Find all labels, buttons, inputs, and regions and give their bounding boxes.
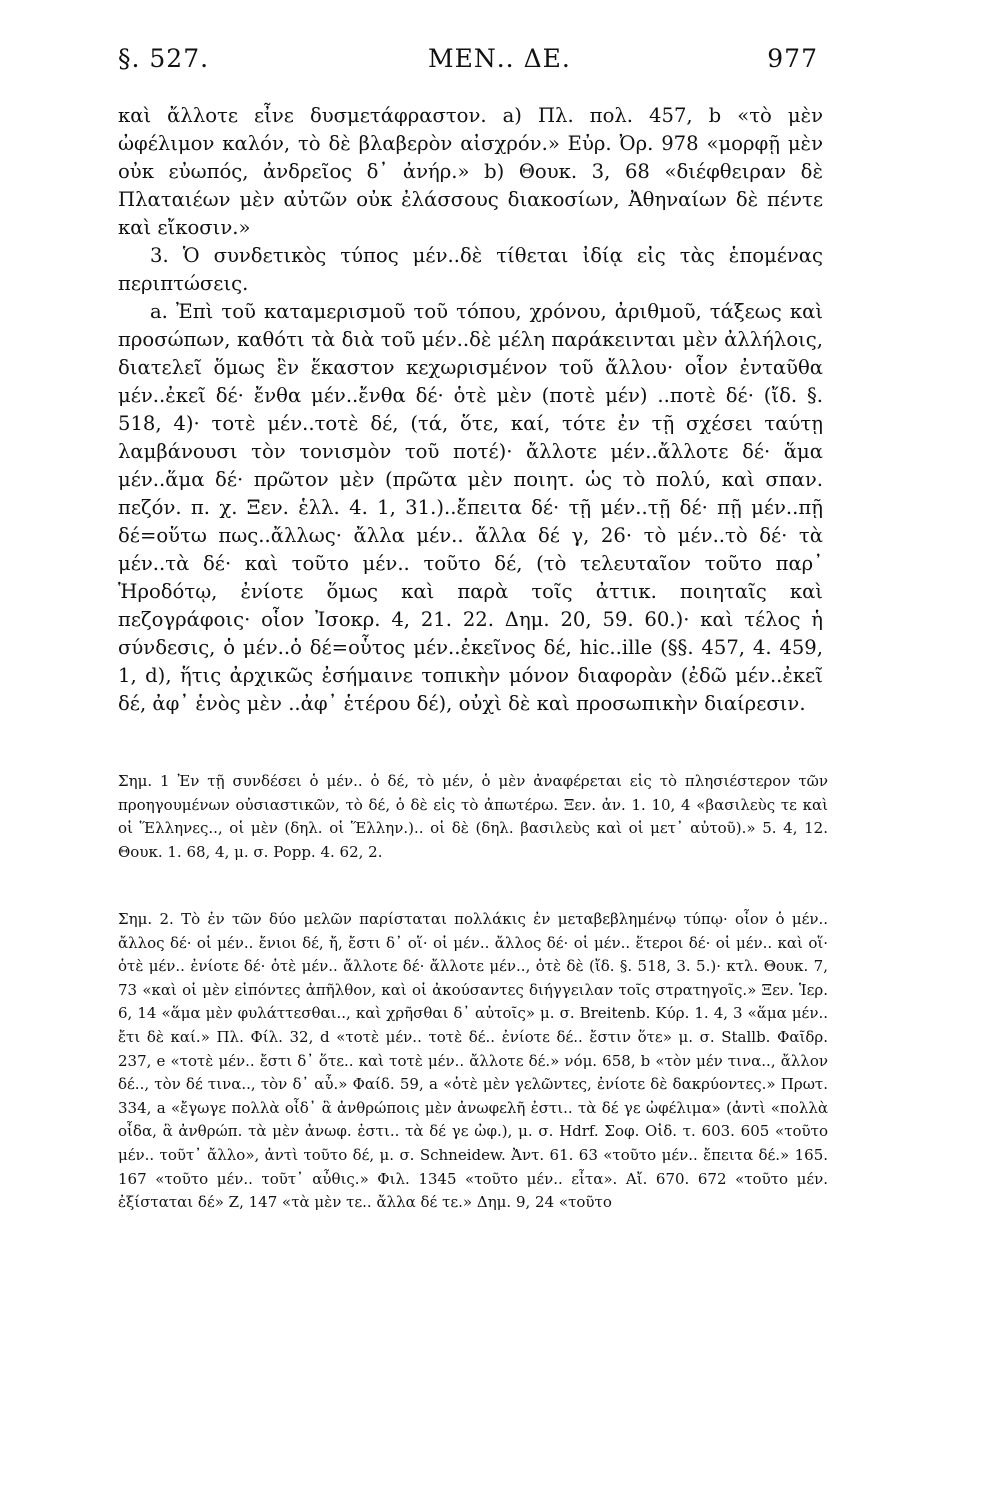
main-text xyxy=(118,102,823,718)
note-text: Σημ. 1 Ἐν τῇ συνδέσει ὁ μέν.. ὁ δέ, τὸ μέν, ὁ μὲν ἀναφέρεται εἰς τὸ πλησιέστερον τῶν προηγουμένων οὐσιαστικῶν, τὸ δέ, ὁ δὲ εἰς τὸ ἀπωτέρω. Ξεν. ἀν. 1. 10, 4 «βασιλεὺς τε καὶ οἱ Ἕλληνες.., οἱ μὲν (δηλ. οἱ Ἕλλην.).. οἱ δὲ (δηλ. βασιλεὺς καὶ οἱ μετ᾽ αὐτοῦ).» 5. 4, 12. Θουκ. 1. 68, 4, μ. σ. Popp. 4. 62, 2. xyxy=(118,772,828,861)
section-number: §. 527. xyxy=(118,44,210,73)
paragraph: a. Ἐπὶ τοῦ καταμερισμοῦ τοῦ τόπου, χρόνου, ἀριθμοῦ, τάξεως καὶ προσώπων, καθότι τὰ διὰ τοῦ μέν..δὲ μέλη παράκεινται μὲν ἀλλήλοις, διατελεῖ ὅμως ἓν ἕκαστον κεχωρισμένον τοῦ ἄλλου· οἷον ἐνταῦθα μέν..ἐκεῖ δέ· ἔνθα μέν..ἔνθα δέ· ὁτὲ μὲν (ποτὲ μέν) ..ποτὲ δέ· (ἴδ. §. 518, 4)· τοτὲ μέν..τοτὲ δέ, (τά, ὅτε, καί, τότε ἐν τῇ σχέσει ταύτῃ λαμβάνουσι τὸν τονισμὸν τοῦ ποτέ)· ἄλλοτε μέν..ἄλλοτε δέ· ἅμα μέν..ἅμα δέ· πρῶτον μὲν (πρῶτα μὲν ποιητ. ὡς τὸ πολύ, καὶ σπαν. πεζόν. π. χ. Ξεν. ἑλλ. 4. 1, 31.)..ἔπειτα δέ· τῇ μέν..τῇ δέ· πῇ μέν..πῇ δέ=οὕτω πως..ἄλλως· ἄλλα μέν.. ἄλλα δέ γ, 26· τὸ μέν..τὸ δέ· τὰ μέν..τὰ δέ· καὶ τοῦτο μέν.. τοῦτο δέ, (τὸ τελευταῖον τοῦτο παρ᾽ Ἡροδότῳ, ἐνίοτε ὅμως καὶ παρὰ τοῖς ἀττικ. ποιηταῖς καὶ πεζογράφοις· οἷον Ἰσοκρ. 4, 21. 22. Δημ. 20, 59. 60.)· καὶ τέλος ἡ σύνδεσις, ὁ μέν..ὁ δέ=οὗτος μέν..ἐκεῖνος δέ, hic..ille (§§. 457, 4. 459, 1, d), ἥτις ἀρχικῶς ἐσήμαινε τοπικὴν μόνον διαφορὰν (ἐδῶ μέν..ἐκεῖ δέ, ἀφ᾽ ἑνὸς μὲν ..ἀφ᾽ ἑτέρου δέ), οὐχὶ δὲ καὶ προσωπικὴν διαίρεσιν. xyxy=(118,300,823,715)
page-title: ΜΕΝ.. ΔΕ. xyxy=(428,44,571,73)
paragraph: καὶ ἄλλοτε εἶνε δυσμετάφραστον. a) Πλ. πολ. 457, b «τὸ μὲν ὠφέλιμον καλόν, τὸ δὲ βλαβερὸν αἰσχρόν.» Εὐρ. Ὀρ. 978 «μορφῇ μὲν οὐκ εὐωπός, ἀνδρεῖος δ᾽ ἀνήρ.» b) Θουκ. 3, 68 «διέφθειραν δὲ Πλαταιέων μὲν αὐτῶν οὐκ ἐλάσσους διακοσίων, Ἀθηναίων δὲ πέντε καὶ εἴκοσιν.» xyxy=(118,104,823,239)
footnote-1 xyxy=(118,770,828,864)
paragraph: 3. Ὁ συνδετικὸς τύπος μέν..δὲ τίθεται ἰδίᾳ εἰς τὰς ἑπομένας περιπτώσεις. xyxy=(118,244,823,295)
note-text: Σημ. 2. Τὸ ἐν τῶν δύο μελῶν παρίσταται πολλάκις ἐν μεταβεβλημένῳ τύπῳ· οἷον ὁ μέν.. ἄλλος δέ· οἱ μέν.. ἔνιοι δέ, ἤ, ἔστι δ᾽ οἵ· οἱ μέν.. ἄλλος δέ· οἱ μέν.. ἕτεροι δέ· οἱ μέν.. καὶ οἵ· ὁτὲ μέν.. ἐνίοτε δέ· ὁτὲ μέν.. ἄλλοτε δέ· ἄλλοτε μέν.., ὁτὲ δὲ (ἴδ. §. 518, 3. 5.)· κτλ. Θουκ. 7, 73 «καὶ οἱ μὲν εἰπόντες ἀπῆλθον, καὶ οἱ ἀκούσαντες διήγγειλαν τοῖς στρατηγοῖς.» Ξεν. Ἱερ. 6, 14 «ἅμα μὲν φυλάττεσθαι.., καὶ χρῆσθαι δ᾽ αὐτοῖς» μ. σ. Breitenb. Κύρ. 1. 4, 3 «ἅμα μέν.. ἔτι δὲ καί.» Πλ. Φίλ. 32, d «τοτὲ μέν.. τοτὲ δέ.. ἐνίοτε δέ.. ἔστιν ὅτε» μ. σ. Stallb. Φαῖδρ. 237, e «τοτὲ μέν.. ἔστι δ᾽ ὅτε.. καὶ τοτὲ μέν.. ἄλλοτε δέ.» νόμ. 658, b «τὸν μέν τινα.., ἄλλον δέ.., τὸν δέ τινα.., τὸν δ᾽ αὖ.» Φαίδ. 59, a «ὁτὲ μὲν γελῶντες, ἐνίοτε δὲ δακρύοντες.» Πρωτ. 334, a «ἔγωγε πολλὰ οἶδ᾽ ἃ ἀνθρώποις μὲν ἀνωφελῆ ἐστι.. τὰ δέ γε ὠφέλιμα» (ἀντὶ «πολλὰ οἶδα, ἃ ἀνθρώπ. τὰ μὲν ἀνωφ. ἐστι.. τὰ δέ γε ὠφ.), μ. σ. Hdrf. Σοφ. Οἰδ. τ. 603. 605 «τοῦτο μέν.. τοῦτ᾽ ἄλλο», ἀντὶ τοῦτο δέ, μ. σ. Schneidew. Ἀντ. 61. 63 «τοῦτο μέν.. ἔπειτα δέ.» 165. 167 «τοῦτο μέν.. τοῦτ᾽ αὖθις.» Φιλ. 1345 «τοῦτο μέν.. εἶτα». Αἴ. 670. 672 «τοῦτο μέν. ἐξίσταται δέ» Ζ, 147 «τὰ μὲν τε.. ἄλλα δέ τε.» Δημ. 9, 24 «τοῦτο xyxy=(118,910,828,1212)
page-number: 977 xyxy=(767,44,818,73)
footnote-2 xyxy=(118,908,828,1215)
running-header xyxy=(118,44,818,84)
